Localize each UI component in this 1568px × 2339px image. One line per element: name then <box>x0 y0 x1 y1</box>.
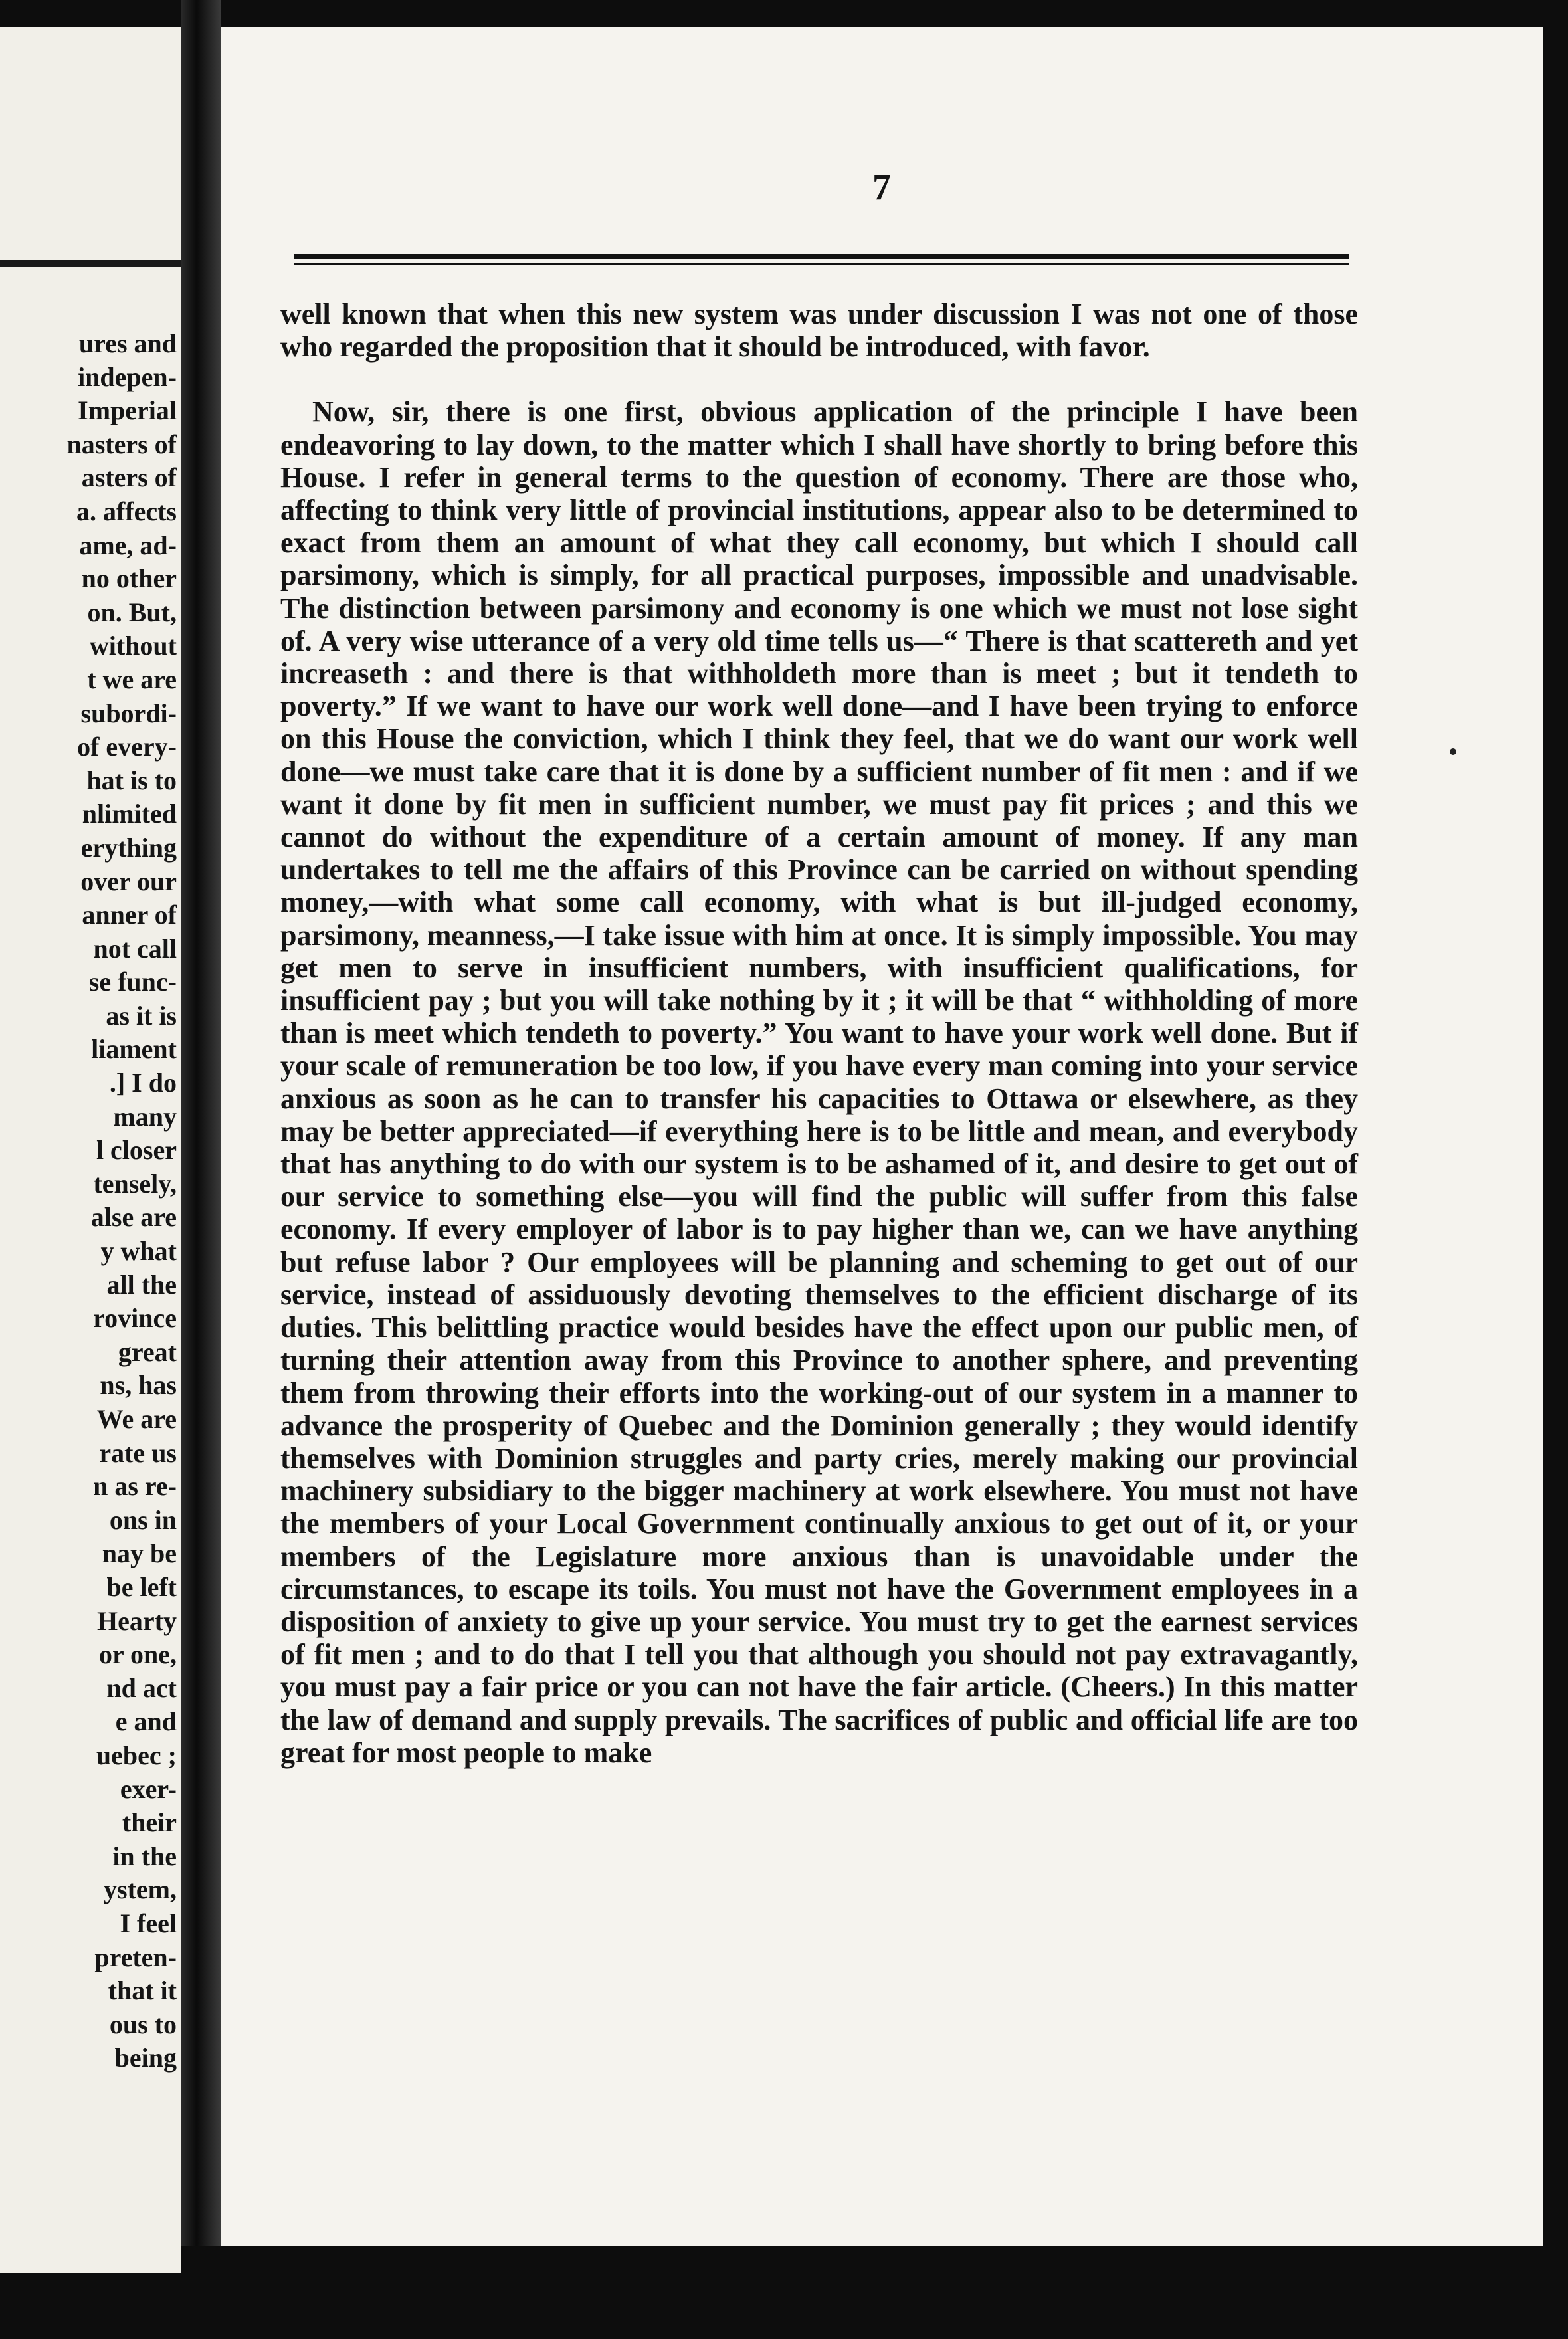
facing-page-line: e and <box>115 1706 177 1737</box>
facing-page-line: erything <box>80 832 177 863</box>
facing-page-line: asters of <box>81 462 177 493</box>
facing-page-line: as it is <box>106 1000 177 1031</box>
facing-page-line: ame, ad- <box>79 530 177 560</box>
facing-page-line: liament <box>91 1034 177 1065</box>
book-gutter <box>181 0 221 2339</box>
facing-page-line: exer- <box>120 1774 177 1804</box>
facing-page-line: l closer <box>96 1135 177 1166</box>
facing-page-line: I feel <box>120 1908 177 1938</box>
facing-page-line: We are <box>96 1404 177 1434</box>
facing-page-line: without <box>89 631 177 661</box>
header-rule-thin <box>294 263 1349 265</box>
facing-page-line: that it <box>108 1976 177 2006</box>
facing-page-line: n as re- <box>93 1471 177 1502</box>
facing-page-line: over our <box>80 866 177 896</box>
facing-page-line: .] I do <box>109 1068 177 1098</box>
facing-page-line: on. But, <box>87 597 177 627</box>
facing-page-line: anner of <box>82 900 177 930</box>
facing-page-line: ns, has <box>100 1370 177 1401</box>
facing-page-line: indepen- <box>78 361 177 392</box>
facing-page-line: a. affects <box>76 496 177 526</box>
facing-page-line: many <box>113 1101 177 1132</box>
facing-page-line: nasters of <box>66 429 177 459</box>
facing-page-line: alse are <box>90 1202 177 1233</box>
facing-page-fragment <box>0 27 181 2273</box>
page-number: 7 <box>872 167 891 208</box>
facing-page-line: se func- <box>88 967 177 997</box>
paragraph-economy: Now, sir, there is one first, obvious application of the principle I have been endeavoring to lay down, to the matter which I shall have shortly to bring before this House. I refer in general terms to the question of economy. There are those who, affecting to think very little of provincial institutions, appear also to be determined to exact from them an amount of what they call economy, but which I should call parsimony, which is simply, for all practical purposes, impossible and unadvisable. The distinction between parsimony and economy is one which we must not lose sight of. A very wise utterance of a very old time tells us—“ There is that scattereth and yet increaseth : and there is that withholdeth more than is meet ; but it tendeth to poverty.” If we want to have our work well done—and I have been trying to enforce on this House the conviction, which I think they feel, that we do want our work well done—we must take care that it is done by a sufficient number of fit men : and if we want it done by fit men in sufficient number, we must pay fit prices ; and this we cannot do without the expenditure of a certain amount of money. If any man undertakes to tell me the affairs of this Province can be carried on without spending money,—with what some call economy, with what is but ill-judged economy, parsimony, meanness,—I take issue with him at once. It is simply impossible. You may get men to serve in insufficient numbers, with insufficient qualifications, for insufficient pay ; but you will take nothing by it ; it will be that “ withholding of more than is meet which tendeth to poverty.” You want to have your work well done. But if your scale of remuneration be too low, if you have every man coming into your service anxious as soon as he can to transfer his capacities to Ottawa or elsewhere, as they may be better appreciated—if everything here is to be little and mean, and everybody that has anything to do with our system is to be ashamed of it, and desire to get out of our service to something else—you will find the public will suffer from this false economy. If every employer of labor is to pay higher than we, can we have anything but refuse labor ? Our employees will be planning and scheming to get out of our service, instead of assiduously devoting themselves to the efficient discharge of its duties. This belittling practice would besides have the effect upon our public men, of turning their attention away from this Province to another sphere, and preventing them from throwing their efforts into the working-out of our system in a manner to advance the prosperity of Quebec and the Dominion generally ; they would identify themselves with Dominion struggles and party cries, merely making our provincial machinery subsidiary to the bigger machinery at work elsewhere. You must not have the members of your Local Government continually anxious to get out of it, or your members of the Legislature more anxious than is unavoidable under the circumstances, to escape its toils. You must not have the Government employees in a disposition of anxiety to give up your service. You must try to get the earnest services of fit men ; and to do that I tell you that although you should not pay extravagantly, you must pay a fair price or you can not have the fair article. (Cheers.) In this matter the law of demand and supply prevails. The sacrifices of public and official life are too great for most people to make <box>280 395 1358 1769</box>
facing-page-line: ons in <box>109 1504 177 1535</box>
facing-page-line: Hearty <box>97 1605 177 1636</box>
facing-page-text-column <box>0 327 177 2075</box>
book-page <box>221 27 1543 2246</box>
facing-page-header-rule <box>0 260 181 267</box>
facing-page-line: rovince <box>93 1303 177 1334</box>
facing-page-line: ystem, <box>104 1875 177 1905</box>
facing-page-line: hat is to <box>86 765 177 795</box>
facing-page-line: tensely, <box>93 1168 177 1199</box>
facing-page-line: nay be <box>102 1538 177 1569</box>
facing-page-line: y what <box>100 1236 177 1267</box>
facing-page-line: ous to <box>109 2009 177 2039</box>
facing-page-line: subordi- <box>80 698 177 728</box>
facing-page-line: in the <box>112 1841 177 1871</box>
body-text <box>280 298 1358 1769</box>
scan-bottom-border <box>181 2246 1568 2339</box>
facing-page-line: preten- <box>94 1942 177 1972</box>
facing-page-line: all the <box>106 1269 177 1300</box>
facing-page-line: nd act <box>106 1673 177 1703</box>
facing-page-line: no other <box>81 563 177 594</box>
paragraph-continuation: well known that when this new system was under discussion I was not one of those who regarded the proposition that it should be introduced, with favor. <box>280 298 1358 363</box>
facing-page-line: nlimited <box>82 799 177 829</box>
facing-page-line: not call <box>93 933 177 964</box>
facing-page-line: t we are <box>87 664 177 694</box>
facing-page-line: of every- <box>77 732 177 762</box>
margin-speck <box>1450 748 1456 755</box>
facing-page-line: uebec ; <box>96 1740 177 1770</box>
facing-page-line: great <box>118 1336 177 1367</box>
facing-page-line: rate us <box>99 1437 177 1468</box>
facing-page-line: Imperial <box>78 395 177 426</box>
scan-right-border <box>1543 0 1568 2339</box>
facing-page-line: or one, <box>98 1639 177 1670</box>
facing-page-line: be left <box>106 1572 177 1602</box>
header-rule-thick <box>294 254 1349 259</box>
facing-page-line: being <box>114 2043 177 2073</box>
facing-page-line: their <box>122 1807 177 1838</box>
facing-page-line: ures and <box>78 328 177 358</box>
